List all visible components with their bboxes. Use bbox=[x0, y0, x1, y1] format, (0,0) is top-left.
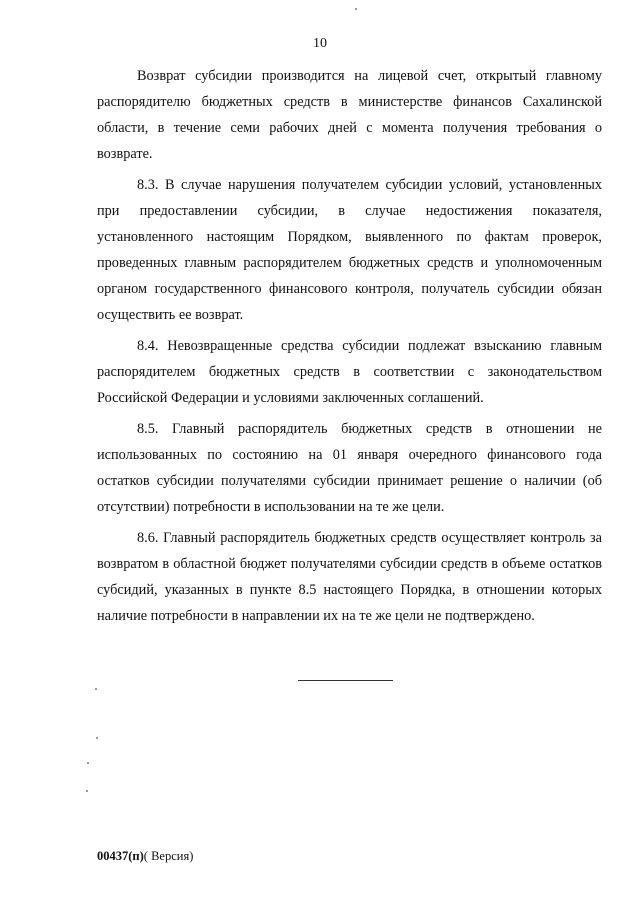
scan-speck bbox=[96, 737, 98, 739]
scan-speck bbox=[87, 762, 89, 764]
end-divider bbox=[298, 680, 393, 681]
page-number: 10 bbox=[313, 36, 327, 51]
paragraph-8-3: 8.3. В случае нарушения получателем субсидии условий, установленных при предоставлении субсидии, в случае недостижения показателя, установленного настоящим Порядком, выявленного по фактам проверок, проведенных главным распорядителем бюджетных средств и уполномоченным органом государственного финансового контроля, получатель субсидии обязан осуществить ее возврат. bbox=[97, 177, 602, 323]
footer-document-code: 00437(п) bbox=[97, 849, 144, 863]
document-footer bbox=[97, 849, 193, 864]
document-body bbox=[97, 63, 602, 634]
scan-speck bbox=[355, 8, 357, 10]
paragraph-refund-account: Возврат субсидии производится на лицевой счет, открытый главному распорядителю бюджетных средств в министерстве финансов Сахалинской области, в течение семи рабочих дней с момента получения требования о возврате. bbox=[97, 68, 602, 162]
footer-version: ( Версия) bbox=[143, 849, 194, 863]
scan-speck bbox=[86, 790, 88, 792]
paragraph-8-4: 8.4. Невозвращенные средства субсидии подлежат взысканию главным распорядителем бюджетных средств в соответствии с законодательством Российской Федерации и условиями заключенных соглашений. bbox=[97, 338, 602, 406]
scan-speck bbox=[95, 688, 97, 690]
paragraph-8-5: 8.5. Главный распорядитель бюджетных средств в отношении не использованных по состоянию на 01 января очередного финансового года остатков субсидии получателями субсидии принимает решение о наличии (об отсутствии) потребности в использовании на те же цели. bbox=[97, 421, 602, 515]
paragraph-8-6: 8.6. Главный распорядитель бюджетных средств осуществляет контроль за возвратом в областной бюджет получателями субсидии средств в объеме остатков субсидий, указанных в пункте 8.5 настоящего Порядка, в отношении которых наличие потребности в направлении их на те же цели не подтверждено. bbox=[97, 530, 602, 624]
